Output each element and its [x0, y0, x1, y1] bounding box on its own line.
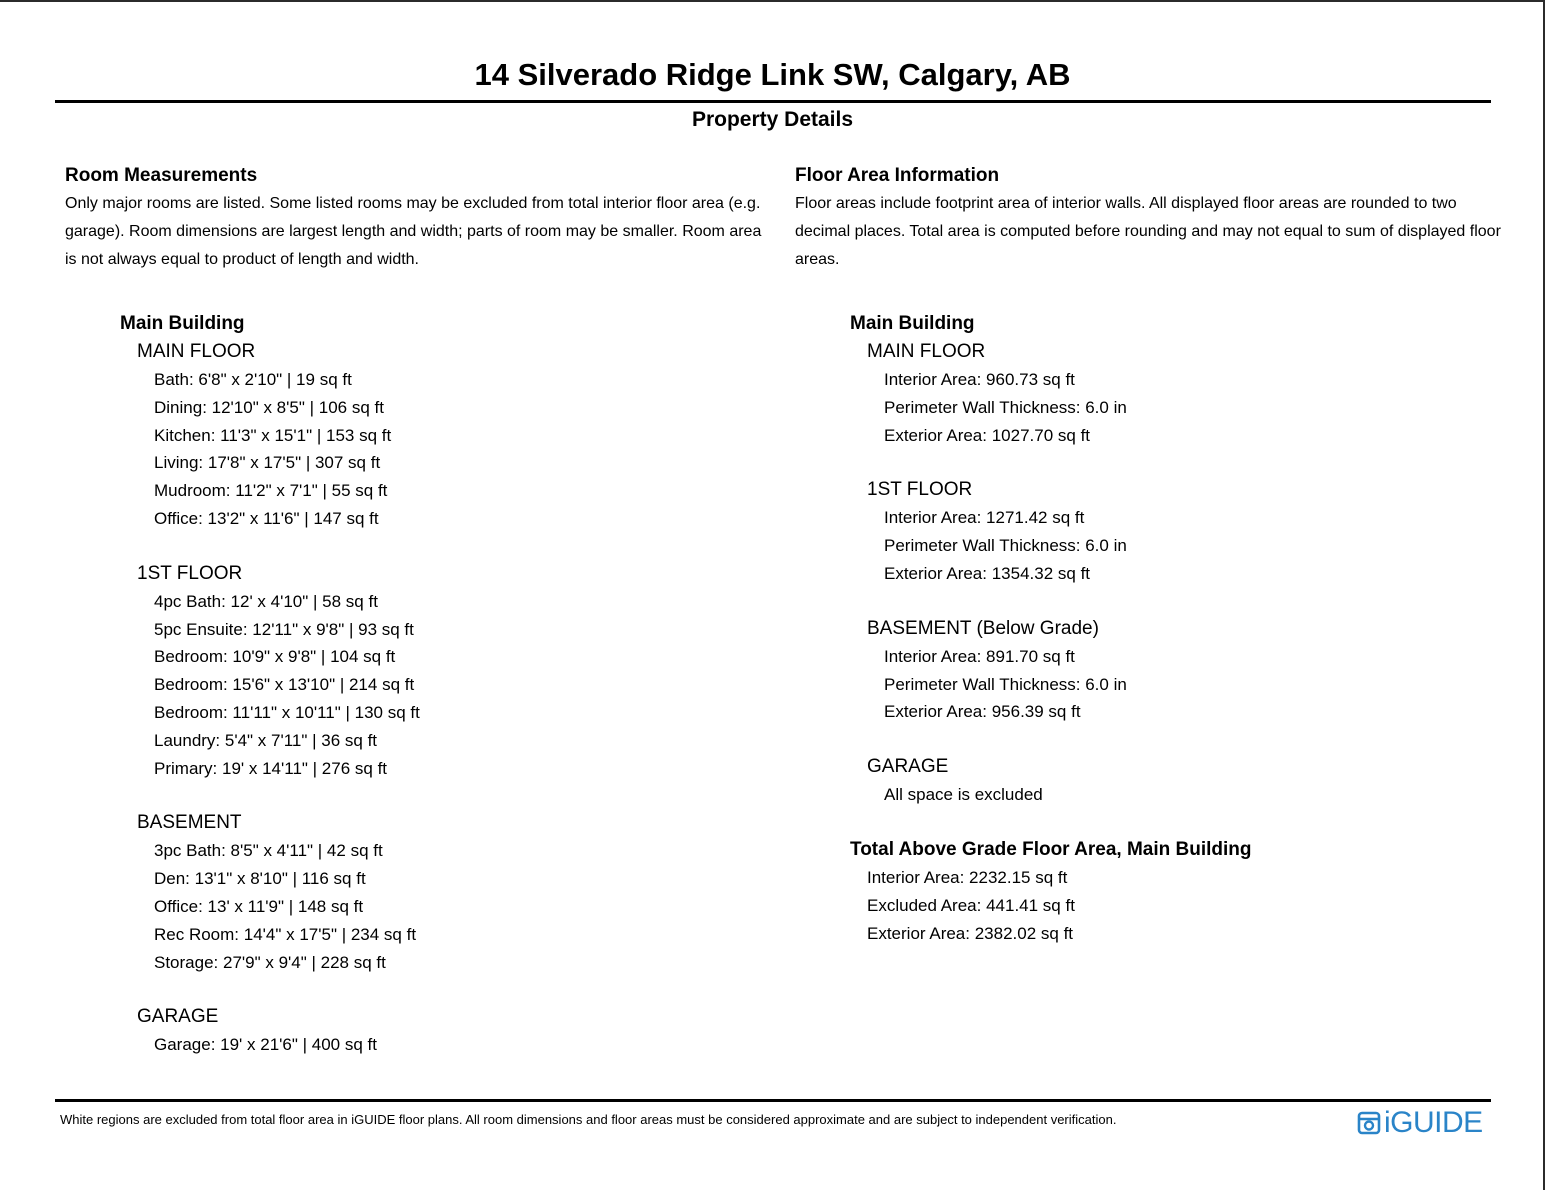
- room-row: Laundry: 5'4" x 7'11" | 36 sq ft: [154, 730, 378, 750]
- floor-spacer: [65, 976, 765, 1003]
- room-floor-group: [137, 338, 765, 533]
- room-row: Garage: 19' x 21'6" | 400 sq ft: [154, 1035, 377, 1055]
- area-floor-name: MAIN FLOOR: [867, 341, 986, 362]
- room-floor-group: [137, 1003, 765, 1059]
- floor-spacer: [795, 588, 1505, 615]
- page-right-border: [1543, 0, 1545, 1190]
- room-row: Living: 17'8" x 17'5" | 307 sq ft: [154, 453, 381, 473]
- area-row: Interior Area: 960.73 sq ft: [884, 370, 1075, 389]
- area-row: Interior Area: 891.70 sq ft: [884, 646, 1075, 666]
- area-row: Perimeter Wall Thickness: 6.0 in: [884, 397, 1127, 417]
- room-row: Dining: 12'10" x 8'5" | 106 sq ft: [154, 397, 384, 417]
- area-floor-group: [867, 476, 1505, 587]
- area-floor-name: BASEMENT (Below Grade): [867, 617, 1099, 639]
- area-row: Perimeter Wall Thickness: 6.0 in: [884, 674, 1127, 694]
- room-measurements-section: [65, 162, 765, 1059]
- room-row: 5pc Ensuite: 12'11" x 9'8" | 93 sq ft: [154, 619, 414, 639]
- room-row: Mudroom: 11'2" x 7'1" | 55 sq ft: [154, 481, 388, 501]
- page-subtitle: Property Details: [691, 108, 854, 131]
- room-floor-name: BASEMENT: [137, 812, 242, 834]
- room-row: Office: 13' x 11'9" | 148 sq ft: [154, 896, 364, 916]
- room-row: 4pc Bath: 12' x 4'10" | 58 sq ft: [154, 591, 378, 611]
- room-row: Primary: 19' x 14'11" | 276 sq ft: [154, 758, 388, 778]
- area-floor-group: [867, 338, 1505, 449]
- room-floor-group: [137, 809, 765, 976]
- room-row: Office: 13'2" x 11'6" | 147 sq ft: [154, 508, 379, 528]
- total-area-row: Excluded Area: 441.41 sq ft: [867, 895, 1075, 915]
- total-area-heading: Total Above Grade Floor Area, Main Building: [850, 838, 1252, 860]
- floor-spacer: [795, 726, 1505, 753]
- iguide-logo-text: iGUIDE: [1384, 1106, 1483, 1139]
- footer-disclaimer: White regions are excluded from total floor area in iGUIDE floor plans. All room dimensions and floor areas must be considered approximate and are subject to independent verification.: [60, 1112, 1117, 1127]
- area-floor-name: 1ST FLOOR: [867, 479, 973, 501]
- area-floors-list: [795, 338, 1505, 809]
- room-measurements-description: Only major rooms are listed. Some listed rooms may be excluded from total interior floor area (e.g. garage). Room dimensions are largest length and width; parts of room may be smaller. Room area is not always equal to product of length and width.: [65, 195, 762, 268]
- room-row: Den: 13'1" x 8'10" | 116 sq ft: [154, 869, 366, 889]
- area-row: Perimeter Wall Thickness: 6.0 in: [884, 536, 1127, 556]
- area-row: Exterior Area: 1027.70 sq ft: [884, 425, 1091, 445]
- page-top-border: [0, 0, 1545, 2]
- iguide-camera-icon: [1357, 1111, 1384, 1135]
- total-area-row: Interior Area: 2232.15 sq ft: [867, 867, 1068, 887]
- room-floor-name: MAIN FLOOR: [137, 341, 256, 362]
- area-floor-group: [867, 753, 1505, 809]
- page-title: 14 Silverado Ridge Link SW, Calgary, AB: [474, 57, 1071, 92]
- room-building-name: Main Building: [120, 313, 245, 334]
- area-row: Interior Area: 1271.42 sq ft: [884, 508, 1085, 528]
- room-row: Bedroom: 11'11" x 10'11" | 130 sq ft: [154, 702, 420, 722]
- area-building-name: Main Building: [850, 313, 975, 334]
- room-row: 3pc Bath: 8'5" x 4'11" | 42 sq ft: [154, 841, 383, 861]
- room-row: Kitchen: 11'3" x 15'1" | 153 sq ft: [154, 425, 392, 445]
- area-row: Exterior Area: 1354.32 sq ft: [884, 563, 1091, 583]
- iguide-logo: [1357, 1106, 1483, 1140]
- floor-area-heading: Floor Area Information: [795, 165, 1000, 186]
- area-row: All space is excluded: [884, 785, 1043, 805]
- room-row: Bedroom: 10'9" x 9'8" | 104 sq ft: [154, 647, 396, 667]
- floor-spacer: [65, 782, 765, 809]
- total-area-row: Exterior Area: 2382.02 sq ft: [867, 923, 1074, 943]
- room-floor-name: GARAGE: [137, 1006, 219, 1028]
- footer-divider: [55, 1099, 1491, 1102]
- room-row: Rec Room: 14'4" x 17'5" | 234 sq ft: [154, 924, 417, 944]
- area-row: Exterior Area: 956.39 sq ft: [884, 702, 1081, 722]
- room-row: Bedroom: 15'6" x 13'10" | 214 sq ft: [154, 675, 415, 695]
- area-floor-group: [867, 615, 1505, 726]
- floor-area-description: Floor areas include footprint area of interior walls. All displayed floor areas are rounded to two decimal places. Total area is computed before rounding and may not equal to sum of displayed floor areas.: [795, 195, 1501, 268]
- room-row: Bath: 6'8" x 2'10" | 19 sq ft: [154, 370, 352, 389]
- room-measurements-heading: Room Measurements: [65, 165, 258, 186]
- room-floor-name: 1ST FLOOR: [137, 562, 243, 584]
- floor-area-section: [795, 162, 1505, 947]
- floor-spacer: [795, 449, 1505, 476]
- area-floor-name: GARAGE: [867, 756, 949, 778]
- room-floors-list: [65, 338, 765, 1059]
- floor-spacer: [65, 533, 765, 560]
- title-divider: [55, 100, 1491, 103]
- room-floor-group: [137, 560, 765, 783]
- room-row: Storage: 27'9" x 9'4" | 228 sq ft: [154, 952, 386, 972]
- total-area-lines: [795, 864, 1505, 947]
